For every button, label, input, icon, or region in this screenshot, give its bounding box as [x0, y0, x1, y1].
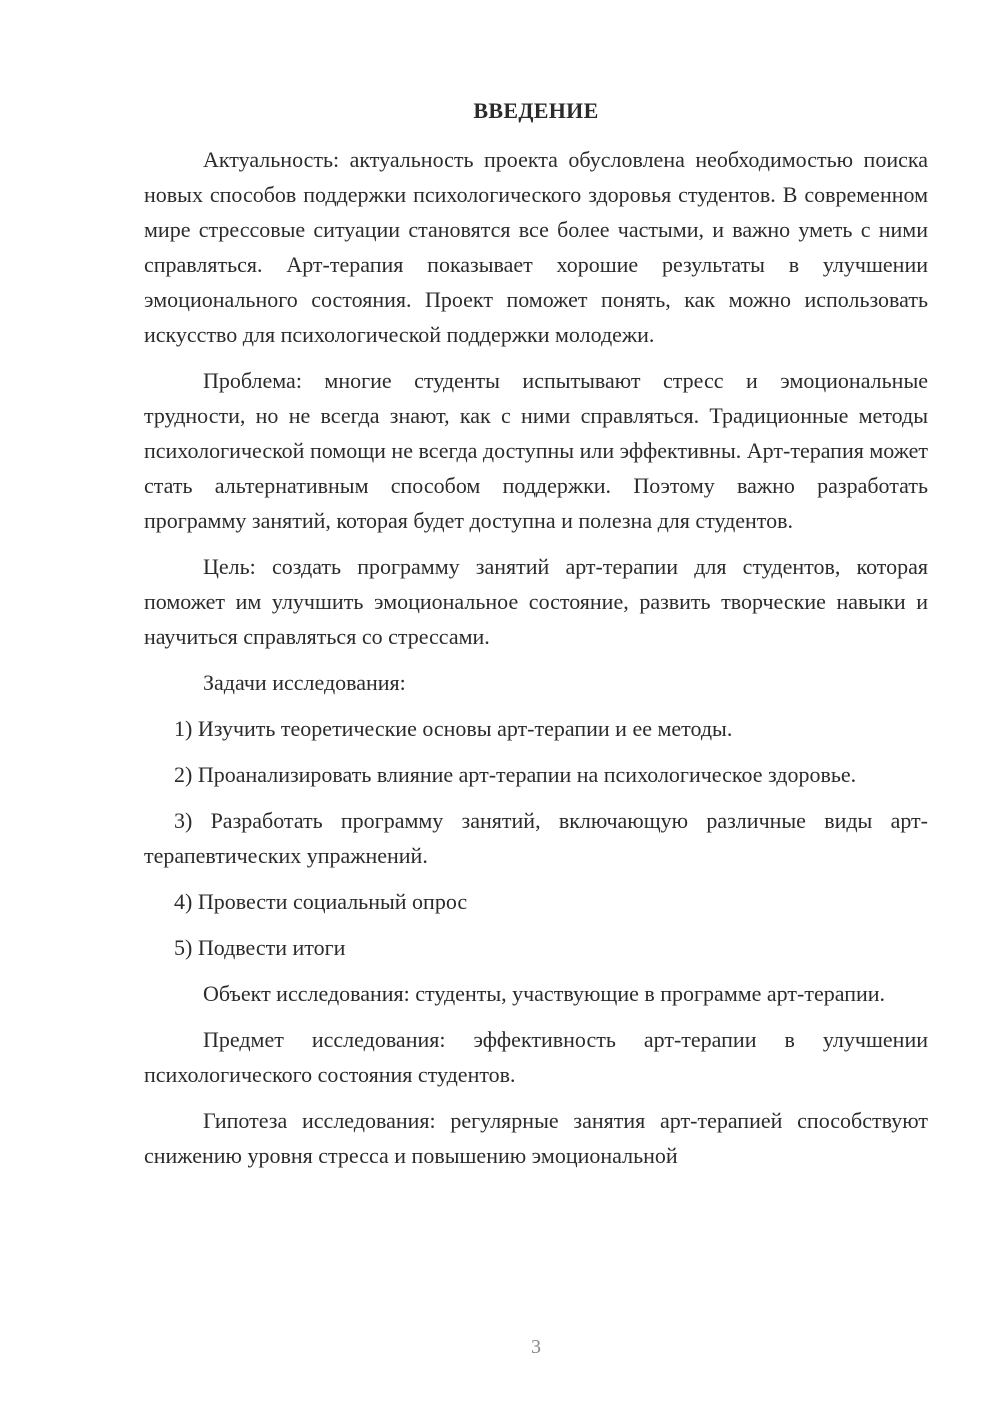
task-item-3: 3) Разработать программу занятий, включающую различные виды арт-терапевтических упражнений.: [144, 808, 928, 868]
paragraph-subject: Предмет исследования: эффективность арт-терапии в улучшении психологического состояния студентов.: [144, 1027, 928, 1087]
paragraph-tasks-heading: Задачи исследования:: [203, 670, 406, 695]
document-body: [144, 142, 928, 1184]
task-item-5: 5) Подвести итоги: [174, 935, 346, 960]
task-item-4: 4) Провести социальный опрос: [174, 889, 468, 914]
paragraph-problem: Проблема: многие студенты испытывают стресс и эмоциональные трудности, но не всегда знают, как с ними справляться. Традиционные методы психологической помощи не всегда доступны или эффективны. Арт-терапия может стать альтернативным способом поддержки. Поэтому важно разработать программу занятий, которая будет доступна и полезна для студентов.: [144, 368, 929, 533]
page-number: 3: [531, 1336, 541, 1358]
paragraph-goal: Цель: создать программу занятий арт-терапии для студентов, которая поможет им улучшить эмоциональное состояние, развить творческие навыки и научиться справляться со стрессами.: [144, 554, 928, 649]
task-item-1: 1) Изучить теоретические основы арт-терапии и ее методы.: [174, 716, 733, 741]
page-title: ВВЕДЕНИЕ: [473, 98, 599, 123]
task-item-2: 2) Проанализировать влияние арт-терапии на психологическое здоровье.: [174, 762, 857, 787]
paragraph-hypothesis: Гипотеза исследования: регулярные занятия арт-терапией способствуют снижению уровня стресса и повышению эмоциональной: [144, 1108, 928, 1168]
paragraph-relevance: Актуальность: актуальность проекта обусловлена необходимостью поиска новых способов поддержки психологического здоровья студентов. В современном мире стрессовые ситуации становятся все более частыми, и важно уметь с ними справляться. Арт-терапия показывает хорошие результаты в улучшении эмоционального состояния. Проект поможет понять, как можно использовать искусство для психологической поддержки молодежи.: [144, 147, 928, 347]
paragraph-object: Объект исследования: студенты, участвующие в программе арт-терапии.: [203, 981, 886, 1006]
